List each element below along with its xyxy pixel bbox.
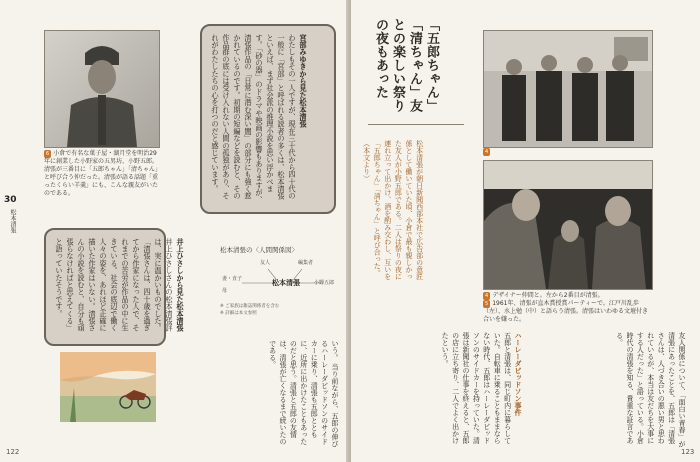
- right-body-col-2: 友人関係について、「面白い青春」が清張にあったことを、五郎は「清張さんは、人づき合いの悪い男と思われているが、本当は友だちを大事にする人だった」と語っている。小倉時代の清張を知る、貴重な証言である。: [615, 332, 686, 448]
- essay-box-title: 井上ひさしから見た松本清張: [176, 238, 185, 332]
- left-page-number: 122: [6, 448, 20, 456]
- section-heading: ハーレーダビッドソン事件: [514, 332, 523, 416]
- left-body-text: いう。 当り前ながら、五郎の伸びるハーレーダビッドソンのサイドカーに乗り、清張も五郎とともに、近所に出かけたこともあったのだと思う。清張と五郎の友情は、清張が亡くなるまで続いたのである。: [268, 340, 339, 448]
- group-photo-image: [484, 31, 652, 147]
- essay-box-text: わたしもその一人ですが、現在三十代から四十代の一般に「宮部」と呼ばれる読者の多くは、松本清張といえば、まず社会派の推理小説を思い浮かべます。「砂の器」のドラマや映画の影響もありますが、清張作品の「日常に潜む深い闇」の部分にも強く惹かれているのです。初期の短編などを読むと、その作品群の底には受け入れない人間の孤独があり、それがわたしたちの心を打つのだと感じています。: [211, 34, 297, 204]
- photo-soldier: [44, 30, 160, 148]
- left-page: [0, 0, 349, 462]
- photo-group: [483, 30, 653, 148]
- caption-badge: 6: [46, 151, 50, 157]
- diagram-node-right: 小野五郎: [314, 280, 335, 286]
- diagram-center: 松本清張: [272, 279, 300, 287]
- diagram-node-top: 友人: [260, 260, 271, 266]
- photo-party-caption: 4 デザイナー仲間と。左から2番目が清張。 5 1961年、清張が直木賞授賞パーティーで。江戸川乱歩（左）、水上勉（中）と語らう清張。清張はいわゆる文壇付き合いを嫌った。: [483, 292, 649, 323]
- essay-box-title: 宮部みゆきから見た松本清張: [299, 34, 308, 128]
- diagram-title: 松本清張の〈人間関係図〉: [220, 246, 298, 254]
- essay-box-inoue: [44, 228, 185, 346]
- right-page: [351, 0, 700, 462]
- diagram-note-1: ※ ご家族は雑誌関係者を含む: [220, 304, 280, 309]
- right-body-col-1: ハーレーダビッドソン事件 五郎と清張は、同じ町内に暮らしていた。自転車に乗ることもままならない時代、五郎はハーレーダビッドソンのサイドカーを持っていた。清張は新聞社の仕事を終えると、五郎の店に立ち寄り、二人でよく出かけたという。: [441, 332, 523, 444]
- intro-text: 松本清張が朝日新聞西部本社で広告部の意匠係として働いていた頃、小倉で最も親しかった友人が小野五郎である。二人は祭りの夜に連れ立って出かけ、酒を酌み交わし、互いを「五郎ちゃん」「清ちゃん」と呼び合った。（本文より）: [362, 140, 424, 280]
- essay-box-text: 井上ひさしさんの松本清張評は、実に温かいものでした。「清張さんは、四十歳を過ぎてから作家になった人で、それまでの苦労が作品の中に生きている。社会の底辺で働く人々の姿を、あれほど正確に描いた作家はいない。清張さんの小説を読むと、自分も頑張らなければと思えてくる」と語っていたそうです。: [55, 238, 174, 332]
- diagram-node-left: 母: [222, 288, 228, 294]
- diagram-node-tr: 編集者: [298, 260, 314, 266]
- title-rule: [368, 124, 464, 125]
- essay-box-miyabe: [200, 24, 336, 214]
- party-photo-image: [484, 161, 652, 289]
- page-title: 「五郎ちゃん」「清ちゃん」友との楽しい祭りの夜もあった: [373, 18, 439, 113]
- section-tab-label: 松本清張: [9, 209, 16, 233]
- relationship-diagram: [220, 245, 340, 325]
- section-tab-number: 30: [4, 195, 17, 205]
- motorcycle-painting-image: [60, 352, 156, 422]
- photo-party: [483, 160, 653, 290]
- painting-motorcycle: [60, 352, 156, 422]
- photo-group-caption: 4: [485, 149, 489, 155]
- photo-soldier-caption: 6 小倉で有名な菓子屋・湖月堂を明治29年に創業した小野家の五男坊、小野五郎。清張が三番目に「五郎ちゃん」「清ちゃん」と呼び合う仲だった。清張が語る話題「重ったくらい羊羹」にも、こんな親友がいたのである。: [44, 150, 159, 197]
- soldier-portrait-image: [45, 31, 159, 147]
- diagram-node-tl: 妻・直子: [222, 276, 243, 282]
- diagram-note-2: ※ 詳細は本文参照: [220, 311, 257, 316]
- right-page-number: 123: [681, 448, 695, 456]
